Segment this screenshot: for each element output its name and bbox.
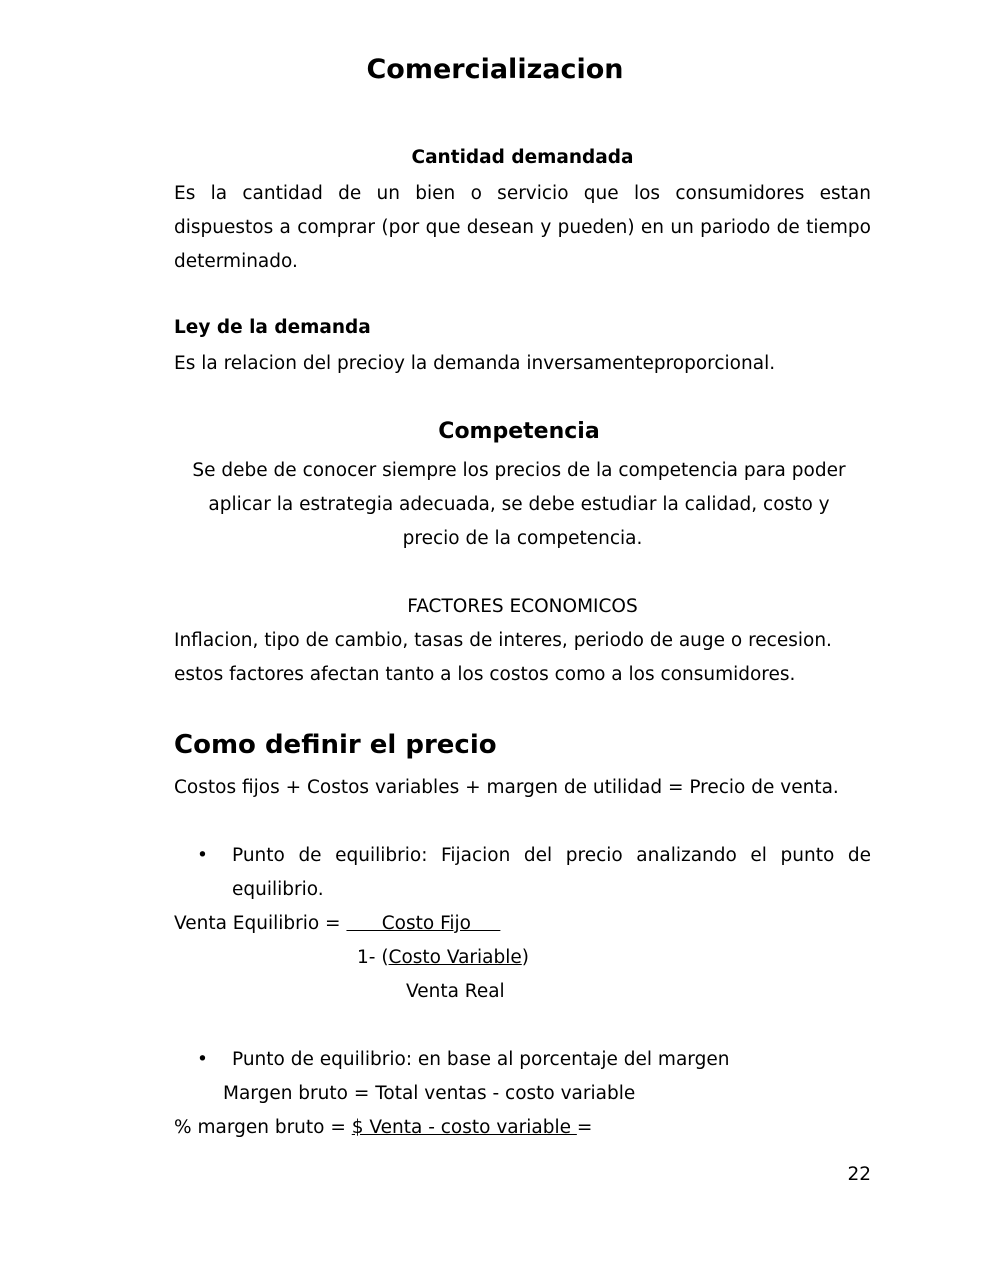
- denominator-suffix: ): [521, 947, 529, 968]
- venta-equilibrio-denominator: [357, 941, 529, 975]
- cantidad-paragraph: Es la cantidad de un bien o servicio que los consumidores estan dispuestos a comprar (por que desean y pueden) en un pariodo de tiempo determinado.: [174, 183, 871, 272]
- denominator-prefix: 1- (: [357, 947, 389, 968]
- equilibrio2-bullet-text: Punto de equilibrio: en base al porcentaje del margen: [232, 1049, 730, 1070]
- factores-heading: FACTORES ECONOMICOS: [407, 596, 638, 617]
- competencia-heading: Competencia: [438, 419, 600, 444]
- cantidad-heading: Cantidad demandada: [411, 147, 634, 168]
- pct-margen-numerator: $ Venta - costo variable: [351, 1117, 577, 1138]
- page-title: Comercializacion: [366, 54, 624, 85]
- precio-heading: Como definir el precio: [174, 730, 497, 760]
- factores-line-1: Inflacion, tipo de cambio, tasas de interes, periodo de auge o recesion.: [174, 630, 832, 651]
- bullet-marker-1: •: [197, 845, 208, 866]
- factores-line-2: estos factores afectan tanto a los costos como a los consumidores.: [174, 664, 796, 685]
- venta-equilibrio-formula: [174, 907, 500, 941]
- competencia-line-2: aplicar la estrategia adecuada, se debe estudiar la calidad, costo y: [208, 494, 830, 515]
- ley-paragraph: Es la relacion del precioy la demanda inversamenteproporcional.: [174, 353, 776, 374]
- competencia-line-3: precio de la competencia.: [402, 528, 643, 549]
- venta-equilibrio-numerator: Costo Fijo: [346, 913, 501, 934]
- bullet-marker-2: •: [197, 1049, 208, 1070]
- margen-bruto-line: Margen bruto = Total ventas - costo variable: [223, 1083, 636, 1104]
- equilibrio1-bullet-text: Punto de equilibrio: Fijacion del precio analizando el punto de equilibrio.: [232, 845, 871, 900]
- venta-equilibrio-label: Venta Equilibrio =: [174, 913, 347, 934]
- precio-formula: Costos fijos + Costos variables + margen de utilidad = Precio de venta.: [174, 777, 839, 798]
- denominator-costo-variable: Costo Variable: [388, 947, 522, 968]
- pct-margen-bruto-formula: [174, 1111, 592, 1145]
- ley-heading: Ley de la demanda: [174, 317, 371, 338]
- competencia-line-1: Se debe de conocer siempre los precios de la competencia para poder: [192, 460, 846, 481]
- page-number: 22: [847, 1164, 871, 1185]
- pct-margen-equals: =: [576, 1117, 593, 1138]
- pct-margen-label: % margen bruto =: [174, 1117, 352, 1138]
- venta-real-label: Venta Real: [406, 981, 505, 1002]
